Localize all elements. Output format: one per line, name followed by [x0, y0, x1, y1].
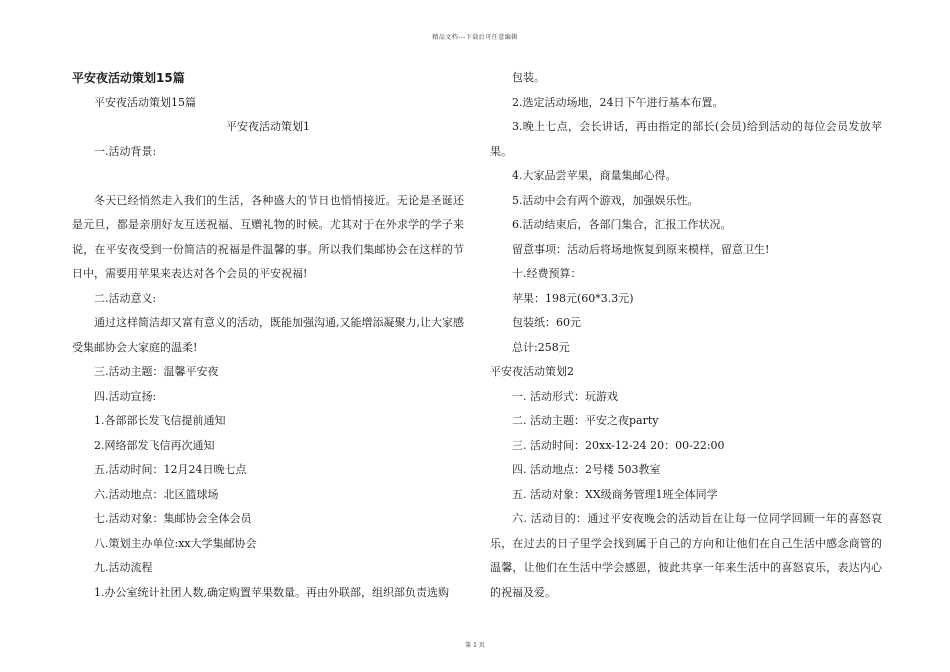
right-column [490, 66, 882, 605]
section-time: 五.活动时间：12月24日晚七点 [94, 463, 247, 476]
flow-item-3: 3.晚上七点，会长讲话，再由指定的部长(会员)给到活动的每位会员发放苹果。 [490, 120, 882, 158]
budget-wrapping: 包装纸：60元 [512, 316, 581, 329]
plan1-title: 平安夜活动策划1 [226, 120, 310, 133]
flow-item-4: 4.大家品尝苹果，商量集邮心得。 [512, 169, 677, 182]
budget-total: 总计:258元 [512, 340, 570, 354]
plan2-title: 平安夜活动策划2 [490, 365, 574, 378]
flow-item-2: 2.选定活动场地，24日下午进行基本布置。 [512, 95, 724, 109]
budget-apples: 苹果：198元(60*3.3元) [512, 291, 634, 305]
plan2-theme: 二. 活动主题：平安之夜party [512, 414, 659, 427]
blank-line [72, 164, 464, 189]
section-background-heading: 一.活动背景: [94, 144, 157, 158]
meaning-paragraph: 通过这样简洁却又富有意义的活动，既能加强沟通,又能增添凝聚力,让大家感受集邮协会大家庭的温柔! [72, 316, 464, 354]
section-meaning-heading: 二.活动意义: [94, 291, 157, 305]
promotion-item-2: 2.网络部发飞信再次通知 [94, 438, 215, 452]
section-location: 六.活动地点：北区篮球场 [94, 487, 219, 501]
background-paragraph: 冬天已经悄然走入我们的生活，各种盛大的节日也悄悄接近。无论是圣诞还是元旦，都是亲朋好友互送祝福、互赠礼物的时候。尤其对于在外求学的学子来说，在平安夜受到一份简洁的祝福是件温馨的事。所以我们集邮协会在这样的节日中，需要用苹果来表达对各个会员的平安祝福! [72, 193, 464, 280]
flow-item-1: 1.办公室统计社团人数,确定购置苹果数量。再由外联部，组织部负责选购 [94, 585, 449, 599]
page-header: 精品文档---下载后可任意编辑 [432, 34, 518, 41]
document-title: 平安夜活动策划15篇 [72, 71, 185, 85]
promotion-item-1: 1.各部部长发飞信提前通知 [94, 414, 226, 427]
section-organizer: 八.策划主办单位:xx大学集邮协会 [94, 536, 257, 550]
section-flow-heading: 九.活动流程 [94, 561, 153, 574]
plan2-purpose: 六. 活动目的：通过平安夜晚会的活动旨在让每一位同学回顾一年的喜怒哀乐，在过去的日子里学会找到属于自己的方向和让他们在自己生活中感念商管的温馨，让他们在生活中学会感恩，彼此共享一年来生活中的喜怒哀乐，表达内心的祝福及爱。 [490, 512, 882, 599]
section-audience: 七.活动对象：集邮协会全体会员 [94, 512, 252, 525]
plan2-form: 一. 活动形式：玩游戏 [512, 389, 618, 403]
section-budget-heading: 十.经费预算： [512, 267, 582, 280]
flow-item-6: 6.活动结束后，各部门集合，汇报工作状况。 [512, 218, 732, 231]
plan2-location: 四. 活动地点：2号楼 503教室 [512, 463, 661, 476]
section-theme: 三.活动主题：温馨平安夜 [94, 365, 219, 378]
section-promotion-heading: 四.活动宣扬: [94, 389, 157, 403]
left-column [72, 66, 464, 605]
page-footer: 第 1 页 [465, 642, 485, 649]
plan2-audience: 五. 活动对象：XX级商务管理1班全体同学 [512, 487, 718, 501]
plan2-time: 三. 活动时间：20xx-12-24 20：00-22:00 [512, 438, 725, 452]
notes: 留意事项：活动后将场地恢复到原来模样，留意卫生! [512, 242, 770, 256]
document-subtitle: 平安夜活动策划15篇 [94, 95, 196, 109]
flow-item-5: 5.活动中会有两个游戏，加强娱乐性。 [512, 193, 699, 207]
flow-item-1-cont: 包装。 [512, 71, 545, 84]
